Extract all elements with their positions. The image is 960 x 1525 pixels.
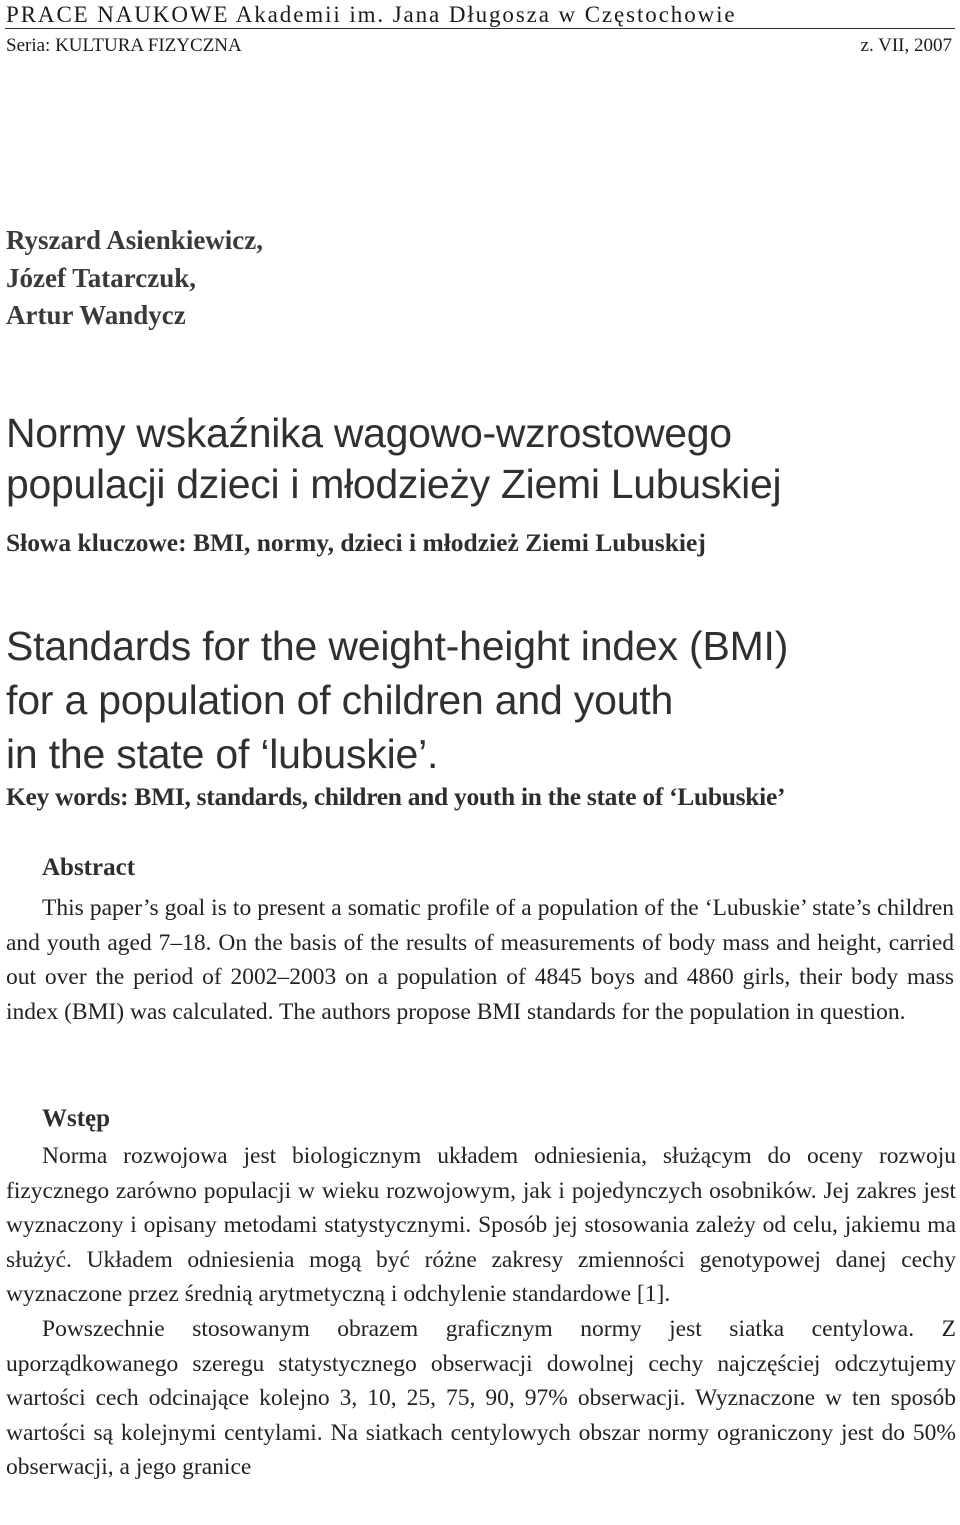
series-label: Seria: KULTURA FIZYCZNA	[6, 35, 242, 56]
title-line: Normy wskaźnika wagowo-wzrostowego	[6, 410, 732, 456]
introduction-heading: Wstęp	[42, 1105, 111, 1132]
issue-label: z. VII, 2007	[860, 35, 952, 56]
author-list	[6, 222, 263, 335]
introduction-body	[6, 1139, 956, 1485]
author-name: Artur Wandycz	[6, 300, 186, 330]
author-name: Józef Tatarczuk,	[6, 262, 196, 293]
header-rule	[5, 28, 955, 29]
title-english	[6, 619, 788, 781]
title-polish	[6, 408, 781, 510]
journal-running-head: PRACE NAUKOWE Akademii im. Jana Długosza w Częstochowie	[6, 2, 737, 27]
title-line: for a population of children and youth	[6, 677, 674, 723]
abstract-text: This paper’s goal is to present a somatic profile of a population of the ‘Lubuskie’ state’s children and youth aged 7–18. On the basis of the results of measurements of body mass and height, carried out over the period of 2002–2003 on a population of 4845 boys and 4860 girls, their body mass index (BMI) was calculated. The authors propose BMI standards for the population in question.	[6, 895, 954, 1025]
title-line: in the state of ‘lubuskie’.	[6, 731, 439, 777]
keywords-polish: Słowa kluczowe: BMI, normy, dzieci i młodzież Ziemi Lubuskiej	[6, 528, 706, 557]
author-name: Ryszard Asienkiewicz,	[6, 225, 264, 255]
abstract-heading: Abstract	[42, 854, 136, 881]
title-line: Standards for the weight-height index (BMI)	[6, 623, 789, 669]
title-line: populacji dzieci i młodzieży Ziemi Lubuskiej	[6, 461, 782, 507]
paragraph: Norma rozwojowa jest biologicznym układem odniesienia, służącym do oceny rozwoju fizycznego zarówno populacji w wieku rozwojowym, jak i pojedynczych osobników. Jej zakres jest wyznaczony i opisany metodami statystycznymi. Sposób jej stosowania zależy od celu, jakiemu ma służyć. Układem odniesienia mogą być różne zakresy zmienności genotypowej danej cechy wyznaczone przez średnią arytmetyczną i odchylenie standardowe [1].	[6, 1143, 956, 1308]
keywords-english: Key words: BMI, standards, children and youth in the state of ‘Lubuskie’	[6, 782, 786, 811]
paragraph: Powszechnie stosowanym obrazem graficznym normy jest siatka centylowa. Z uporządkowanego szeregu statystycznego obserwacji dowolnej cechy najczęściej odczytujemy wartości cech odcinające kolejno 3, 10, 25, 75, 90, 97% obserwacji. Wyznaczone w ten sposób wartości są kolejnymi centylami. Na siatkach centylowych obszar normy ograniczony jest do 50% obserwacji, a jego granice	[6, 1315, 956, 1481]
